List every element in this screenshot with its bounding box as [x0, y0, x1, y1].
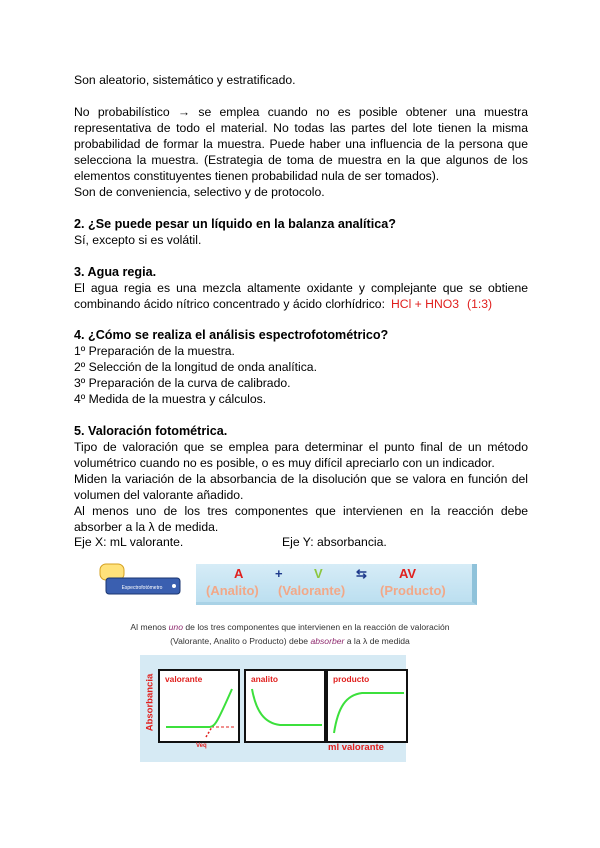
no-probabilistic-paragraph: No probabilístico → se emplea cuando no es posible obtener una muestra representativa de todo el material. No todas las partes del lote tienen la misma probabilidad de formar la muestra. Puede haber una influencia de la persona que selecciona la muestra. (Estrategia de toma de muestra en la que algunos de los elementos constituyentes tienen probabilidad nula de ser tomados). [74, 105, 528, 183]
panel-producto-label: producto [333, 674, 370, 684]
valorante-name: (Valorante) [278, 583, 346, 598]
question-3-text [74, 280, 528, 312]
step-1: 1º Preparación de la muestra. [74, 344, 235, 358]
panel-valorante [158, 669, 240, 743]
axis-y-text: Eje Y: absorbancia. [282, 535, 387, 549]
panel-analito [244, 669, 326, 743]
agua-regia-formula: HCl + HNO3 [390, 297, 460, 311]
figure-caption: Al menos uno de los tres componentes que intervienen en la reacción de valoración (Valorante, Analito o Producto) debe absorber a la λ de medida [130, 622, 450, 646]
valoracion-definition: Tipo de valoración que se emplea para determinar el punto final de un método volumétrico cuando no es posible, o es muy difícil apreciarlo con un indicador. [74, 440, 528, 470]
spectrophotometer-label: Espectrofotómetro [121, 585, 163, 591]
question-2-answer: Sí, excepto si es volátil. [74, 233, 202, 247]
question-2-title: 2. ¿Se puede pesar un líquido en la balanza analítica? [74, 217, 396, 231]
question-3-title: 3. Agua regia. [74, 265, 157, 279]
question-4-title: 4. ¿Cómo se realiza el análisis espectrofotométrico? [74, 328, 389, 342]
producto-curve [328, 671, 406, 741]
spectrophotometer-icon [98, 560, 182, 596]
agua-regia-ratio: (1:3) [467, 297, 493, 311]
absorbance-axis-label: Absorbancia [144, 673, 156, 732]
step-4: 4º Medida de la muestra y cálculos. [74, 392, 267, 406]
reaction-plus: + [275, 566, 283, 581]
step-2: 2º Selección de la longitud de onda analítica. [74, 360, 317, 374]
valoracion-condition: Al menos uno de los tres componentes que intervienen en la reacción debe absorber a la λ de medida. [74, 504, 528, 534]
reaction-figure [94, 556, 474, 606]
reaction-analito-symbol: A [234, 566, 244, 581]
agua-regia-description: El agua regia es una mezcla altamente oxidante y complejante que se obtiene combinando ácido nítrico concentrado y ácido clorhídrico: [74, 281, 528, 311]
intro-line: Son aleatorio, sistemático y estratificado. [74, 73, 296, 87]
no-probabilistic-types: Son de conveniencia, selectivo y de protocolo. [74, 185, 325, 199]
analito-name: (Analito) [206, 583, 259, 598]
equilibrium-arrow-icon: ⇆ [356, 566, 367, 581]
reaction-banner [196, 564, 477, 605]
axis-x-text: Eje X: mL valorante. [74, 535, 184, 549]
ml-valorante-axis-label: ml valorante [328, 742, 384, 753]
panel-analito-label: analito [251, 674, 278, 684]
reaction-producto-symbol: AV [399, 566, 417, 581]
producto-name: (Producto) [380, 583, 446, 598]
panel-valorante-label: valorante [165, 674, 203, 684]
question-5-title: 5. Valoración fotométrica. [74, 424, 228, 438]
valoracion-measure: Miden la variación de la absorbancia de la disolución que se valora en función del volumen del valorante añadido. [74, 472, 528, 502]
titration-curves-figure [140, 655, 406, 762]
veq-label: Veq [196, 743, 207, 749]
panel-producto [326, 669, 408, 743]
step-3: 3º Preparación de la curva de calibrado. [74, 376, 291, 390]
reaction-valorante-symbol: V [314, 566, 323, 581]
valorante-curve [160, 671, 238, 741]
analito-curve [246, 671, 324, 741]
